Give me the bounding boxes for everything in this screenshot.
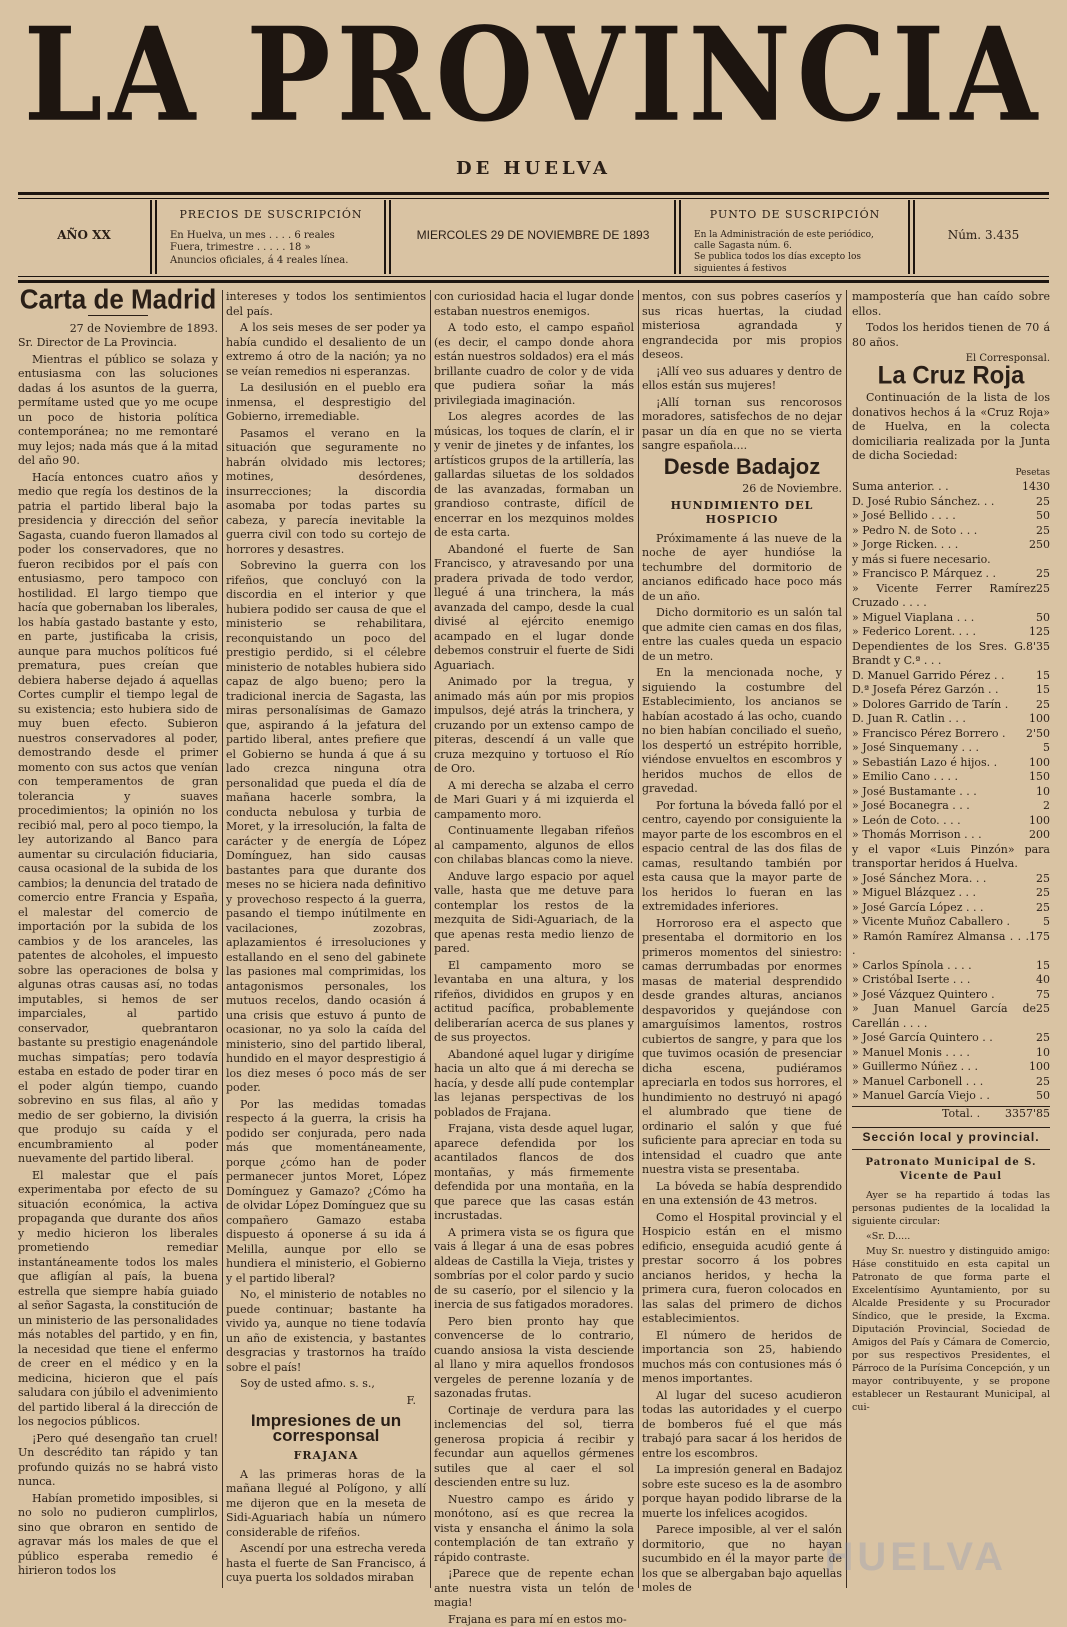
- divider: [679, 200, 681, 274]
- total-value: 3357'85: [1005, 1107, 1050, 1122]
- donor-name: » Guillermo Núñez . . .: [852, 1060, 978, 1075]
- issue-date: MIERCOLES 29 DE NOVIEMBRE DE 1893: [394, 228, 672, 243]
- column-rule: [222, 290, 223, 1588]
- paragraph: La bóveda se había desprendido en una extensión de 43 metros.: [642, 1180, 842, 1209]
- article-date: 26 de Noviembre.: [642, 482, 842, 497]
- paragraph: Pero bien pronto hay que convencerse de lo contrario, cuando ansiosa la vista desciende al llano y mira aquellos frondosos vergeles de perenne lozanía y de sazonadas frutas.: [434, 1315, 634, 1402]
- donation-amount: 175: [1029, 930, 1050, 959]
- point-line: En la Administración de este periódico,: [694, 230, 896, 241]
- point-line: calle Sagasta núm. 6.: [694, 241, 896, 252]
- paragraph: A las primeras horas de la mañana llegué al Polígono, y allí me dijeron que en la meseta de Sidi-Aguariach había un número considerable de rifeños.: [226, 1468, 426, 1541]
- donation-row: [852, 1046, 1050, 1061]
- paragraph: Cortinaje de verdura para las inclemencias del sol, tierra generosa propicia á recibir y fecundar aun aquellos gérmenes sutiles que al caer el sol descienden entre su luz.: [434, 1404, 634, 1491]
- paragraph: La impresión general en Badajoz sobre este suceso es la de asombro porque hayan podido librarse de la muerte los infelices acogidos.: [642, 1463, 842, 1521]
- donation-amount: 200: [1029, 828, 1050, 843]
- column-4: [642, 290, 842, 1588]
- paragraph: Parece imposible, al ver el salón dormitorio, que no hayan sucumbido en él la mayor parte de los que se albergaban bajo aquellas moles de: [642, 1523, 842, 1596]
- paragraph: A los seis meses de ser poder ya había cundido el desaliento de un extremo á otro de la nación; ya no se veían remedios ni esperanzas.: [226, 321, 426, 379]
- paragraph: mentos, con sus pobres caseríos y sus ricas huertas, la ciudad misteriosa agrandada y engrandecida por mis propios deseos.: [642, 290, 842, 363]
- column-5: [852, 290, 1050, 1588]
- donation-row: [852, 683, 1050, 698]
- paragraph: Dicho dormitorio es un salón tal que admite cien camas en dos filas, entre las cuales queda un espacio de un metro.: [642, 606, 842, 664]
- donation-amount: 100: [1029, 1060, 1050, 1075]
- paragraph: Pasamos el verano en la situación que seguramente no habrán olvidado mis lectores; motines, desórdenes, insurrecciones; la discordia asomaba por todas partes su cabeza, y parecía inevitable la guerra civil con todo su cortejo de horrores y desastres.: [226, 427, 426, 558]
- article-title-carta: Carta de Madrid: [18, 292, 218, 307]
- paragraph: A primera vista se os figura que vais á llegar á una de esas pobres aldeas de Castilla la Vieja, tristes y sombrías por el color pardo y sucio de su caserío, por el silencio y la inercia de sus fatigados moradores.: [434, 1226, 634, 1313]
- separator: [852, 1127, 1050, 1128]
- paragraph: «Sr. D.....: [852, 1230, 1050, 1243]
- donation-row: [852, 538, 1050, 553]
- donation-row: [852, 756, 1050, 771]
- donation-amount: 100: [1029, 814, 1050, 829]
- donation-row: [852, 741, 1050, 756]
- point-heading: PUNTO DE SUSCRIPCIÓN: [684, 208, 906, 222]
- paragraph: En la mencionada noche, y siguiendo la costumbre del Establecimiento, los ancianos se habían acostado á las ocho, cuando no bien habían conciliado el sueño, los despertó un estrépito horrible, viéndose envueltos en escombros y heridos muchos de ellos de gravedad.: [642, 666, 842, 797]
- donor-name: » José García Quintero . .: [852, 1031, 993, 1046]
- donation-row: [852, 872, 1050, 887]
- donation-row: [852, 712, 1050, 727]
- divider: [389, 200, 391, 274]
- paragraph: A todo esto, el campo español (es decir, el campo donde ahora están nuestros soldados) era el más brillante cuadro de color y de vida que pudiera soñar la más privilegiada imaginación.: [434, 321, 634, 408]
- donor-name: y más si fuere necesario.: [852, 553, 991, 568]
- donor-name: » Manuel García Viejo . .: [852, 1089, 990, 1104]
- donation-amount: 2'50: [1026, 727, 1050, 742]
- donation-row: [852, 1002, 1050, 1031]
- signature: F.: [226, 1394, 426, 1409]
- donor-name: » Manuel Carbonell . . .: [852, 1075, 983, 1090]
- donation-row: [852, 567, 1050, 582]
- donation-amount: 15: [1036, 669, 1050, 684]
- column-3: [434, 290, 634, 1588]
- donor-name: » Thomás Morrison . . .: [852, 828, 982, 843]
- point-lines: [684, 230, 906, 275]
- section-heading: Sección local y provincial.: [852, 1130, 1050, 1145]
- donation-amount: 25: [1036, 495, 1050, 510]
- prices-heading: PRECIOS DE SUSCRIPCIÓN: [160, 208, 382, 222]
- paragraph: Todos los heridos tienen de 70 á 80 años.: [852, 321, 1050, 350]
- donation-row: [852, 1089, 1050, 1104]
- donor-name: y el vapor «Luis Pinzón» para transportar heridos á Huelva.: [852, 843, 1050, 872]
- donation-amount: 100: [1029, 712, 1050, 727]
- donation-amount: 50: [1036, 509, 1050, 524]
- donor-name: D.ª Josefa Pérez Garzón . .: [852, 683, 999, 698]
- prices-line: Anuncios oficiales, á 4 reales línea.: [170, 255, 372, 268]
- donation-row: [852, 799, 1050, 814]
- donation-row: [852, 973, 1050, 988]
- donor-name: D. Juan R. Catlin . . .: [852, 712, 966, 727]
- masthead-subtitle: DE HUELVA: [0, 158, 1067, 179]
- donor-name: Dependientes de los Sres. G. Brandt y C.ª . . .: [852, 640, 1026, 669]
- donation-amount: 5: [1043, 741, 1050, 756]
- donor-name: » José Bocanegra . . .: [852, 799, 970, 814]
- article-title-badajoz: Desde Badajoz: [642, 460, 842, 475]
- donation-row: [852, 640, 1050, 669]
- donation-row: [852, 1075, 1050, 1090]
- donation-amount: 25: [1036, 886, 1050, 901]
- donation-amount: 250: [1029, 538, 1050, 553]
- paragraph: ¡Allí veo sus aduares y dentro de ellos están sus mujeres!: [642, 365, 842, 394]
- donation-row: [852, 828, 1050, 843]
- paragraph: mampostería que han caído sobre ellos.: [852, 290, 1050, 319]
- paragraph: ¡Pero qué desengaño tan cruel! Un descrédito tan rápido y tan profundo quizás no se habrá visto nunca.: [18, 1432, 218, 1490]
- article-date: 27 de Noviembre de 1893.: [18, 322, 218, 337]
- donation-amount: 25: [1036, 524, 1050, 539]
- donation-amount: 50: [1036, 1089, 1050, 1104]
- donation-row: [852, 553, 1050, 568]
- donor-name: » Juan Manuel García de Carellán . . . .: [852, 1002, 1036, 1031]
- top-rule: [18, 192, 1049, 195]
- donor-name: » Carlos Spínola . . . .: [852, 959, 972, 974]
- paragraph: ¡Allí tornan sus rencorosos moradores, satisfechos de no dejar pasar un día en que no se vierta sangre española....: [642, 396, 842, 454]
- donor-name: » Vicente Ferrer Ramírez Cruzado . . . .: [852, 582, 1036, 611]
- donation-row: [852, 727, 1050, 742]
- signature: El Corresponsal.: [852, 352, 1050, 367]
- donor-name: » José Sinquemany . . .: [852, 741, 979, 756]
- donation-row: [852, 509, 1050, 524]
- separator: [852, 1149, 1050, 1150]
- divider: [384, 200, 386, 274]
- total-label: Total. .: [852, 1107, 980, 1122]
- paragraph: con curiosidad hacia el lugar donde estaban nuestros enemigos.: [434, 290, 634, 319]
- donor-name: » Pedro N. de Soto . . .: [852, 524, 977, 539]
- paragraph: No, el ministerio de notables no puede continuar; bastante ha vivido ya, aunque no tiene todavía un año de existencia, y bastantes desgracias y trastornos ha traído sobre el país!: [226, 1288, 426, 1375]
- prices-cell: [160, 200, 382, 280]
- donation-amount: 50: [1036, 611, 1050, 626]
- donation-amount: 25: [1036, 1031, 1050, 1046]
- donation-total: [852, 1106, 1050, 1122]
- donor-name: » Francisco P. Márquez . .: [852, 567, 996, 582]
- paragraph: Animado por la tregua, y animado más aún por mis propios impulsos, dejé atrás la trinchera, y cruzando por un extenso campo de piteras, descendí á un valle que cruza mezquino y tortuoso el Río de Oro.: [434, 675, 634, 777]
- donation-row: [852, 959, 1050, 974]
- info-bar: [18, 200, 1049, 280]
- paragraph: Próximamente á las nueve de la noche de ayer hundióse la techumbre del dormitorio de ancianos edificado hace poco más de un año.: [642, 532, 842, 605]
- paragraph: Muy Sr. nuestro y distinguido amigo: Háse constituido en esta capital un Patronato de que forma parte el Excelentísimo Ayuntamiento, por su Alcalde Presidente y su Procurador Síndico, que le preside, la Excma. Diputación Provincial, Sociedad de Amigos del País y Cámara de Comercio, por sus respectivos Presidentes, el Párroco de la Purísima Concepción, y un mayor contribuyente, y se propone establecer un Restaurant Municipal, al cui-: [852, 1245, 1050, 1414]
- donation-row: [852, 901, 1050, 916]
- divider: [908, 200, 910, 274]
- paragraph: El malestar que el país experimentaba por efecto de su situación económica, la activa propaganda que durante dos años y medio hicieron los liberales prometiendo remediar instantáneamente todos los males que afligían al país, la buena estrella que siempre había guiado al señor Sagasta, la constitución de un ministerio de las personalidades más notables del partido, y en fin, la necesidad que tiene el enfermo de creer en el médico y en la medicina, hicieron que el país saludara con júbilo el advenimiento del partido liberal á la dirección de los negocios públicos.: [18, 1169, 218, 1430]
- issue-number: Núm. 3.435: [918, 228, 1049, 243]
- donation-row: [852, 582, 1050, 611]
- top-rule-thin: [18, 198, 1049, 199]
- article-subtitle: FRAJANA: [226, 1449, 426, 1464]
- column-rule: [430, 290, 431, 1588]
- article-title-impresiones: Impresiones de un corresponsal: [226, 1414, 426, 1443]
- donor-name: » Vicente Muñoz Caballero .: [852, 915, 1010, 930]
- paragraph: Horroroso era el aspecto que presentaba el dormitorio en los primeros momentos del siniestro: camas derrumbadas por enormes masas de material desprendido desde grandes alturas, ancianos despavoridos y quejándose con amarguísimos lamentos, rostros cubiertos de sangre, y para que los que tuvimos ocasión de presenciar dicha escena, pudiéramos apreciarla en todos sus horrores, el hundimiento no destruyó ni apagó el alumbrado que tiene de ordinario el salón y que fué suficiente para apreciar en toda su intensidad el cuadro que ante nuestra vista se presentaba.: [642, 917, 842, 1178]
- paragraph: Nuestro campo es árido y monótono, así es que recrea la vista y ensancha el ánimo la sola contemplación de tan extraño y rápido contraste.: [434, 1493, 634, 1566]
- donor-name: D. José Rubio Sánchez. . .: [852, 495, 994, 510]
- donation-row: [852, 524, 1050, 539]
- currency-label: Pesetas: [852, 466, 1050, 481]
- donation-amount: 25: [1036, 567, 1050, 582]
- donation-row: [852, 930, 1050, 959]
- article-subtitle: HUNDIMIENTO DEL HOSPICIO: [642, 499, 842, 528]
- donation-amount: 125: [1029, 625, 1050, 640]
- paragraph: Frajana, vista desde aquel lugar, aparece defendida por los acantilados flancos de dos montañas, y más firmemente defendida por una montaña, en la que parece que las casas están incrustadas.: [434, 1122, 634, 1224]
- paragraph: Ayer se ha repartido á todas las personas pudientes de la localidad la siguiente circular:: [852, 1189, 1050, 1228]
- article-subtitle: Patronato Municipal de S. Vicente de Paul: [852, 1156, 1050, 1185]
- donation-amount: 25: [1036, 872, 1050, 887]
- watermark-text: HUELVA: [824, 1535, 1007, 1580]
- year-cell: [18, 200, 150, 280]
- donor-name: » Cristóbal Iserte . . .: [852, 973, 970, 988]
- donation-row: [852, 698, 1050, 713]
- donation-row: [852, 1031, 1050, 1046]
- donation-amount: 75: [1036, 988, 1050, 1003]
- donation-row: [852, 988, 1050, 1003]
- donation-amount: 150: [1029, 770, 1050, 785]
- donor-name: » José Vázquez Quintero .: [852, 988, 995, 1003]
- donation-row: [852, 770, 1050, 785]
- donation-amount: 15: [1036, 959, 1050, 974]
- paragraph: Frajana es para mí en estos mo-: [434, 1613, 634, 1627]
- donation-row: [852, 669, 1050, 684]
- divider: [150, 200, 152, 274]
- donor-name: » Miguel Blázquez . . .: [852, 886, 976, 901]
- donor-name: Suma anterior. . .: [852, 480, 949, 495]
- column-rule: [638, 290, 639, 1588]
- paragraph: Los alegres acordes de las músicas, los toques de clarín, el ir y venir de jinetes y de infantes, los artísticos grupos de la artillería, las gallardas siluetas de los soldados de las avanzadas, formaban un grandioso contraste, difícil de encerrar en los mezquinos moldes de esta carta.: [434, 410, 634, 541]
- donor-name: » Sebastián Lazo é hijos. .: [852, 756, 997, 771]
- donation-amount: 5: [1043, 915, 1050, 930]
- paragraph: ¡Parece que de repente echan ante nuestra vista un telón de magia!: [434, 1567, 634, 1611]
- donation-row: [852, 611, 1050, 626]
- number-cell: [918, 200, 1049, 280]
- column-1: [18, 290, 218, 1588]
- year-label: AÑO XX: [18, 228, 150, 243]
- donor-name: » Francisco Pérez Borrero .: [852, 727, 1005, 742]
- donor-name: » José García López . . .: [852, 901, 984, 916]
- paragraph: El número de heridos de importancia son 25, habiendo muchos más con contusiones más ó menos importantes.: [642, 1329, 842, 1387]
- paragraph: Al lugar del suceso acudieron todas las autoridades y el cuerpo de bomberos fué el que más trabajó para sacar á los heridos de entre los escombros.: [642, 1389, 842, 1462]
- donation-list: [852, 480, 1050, 1104]
- donation-amount: 25: [1036, 582, 1050, 611]
- date-cell: [394, 200, 672, 280]
- donor-name: » Dolores Garrido de Tarín .: [852, 698, 1008, 713]
- donation-row: [852, 1060, 1050, 1075]
- donation-amount: 25: [1036, 1075, 1050, 1090]
- article-title-cruz-roja: La Cruz Roja: [852, 368, 1050, 383]
- donor-name: » Federico Lorent. . . .: [852, 625, 976, 640]
- donation-row: [852, 886, 1050, 901]
- divider: [913, 200, 915, 274]
- donation-amount: 25: [1036, 1002, 1050, 1031]
- paragraph: Por las medidas tomadas respecto á la guerra, la crisis ha podido ser conjurada, pero nada más que momentáneamente, porque ¿cómo han de poder permanecer juntos Moret, López Domínguez y Gamazo? ¿Cómo ha de olvidar López Domínguez que su compañero Gamazo estaba dispuesto á oponerse á su ida á Melilla, aunque por ello se hundiera el ministerio, el Gobierno y el partido liberal?: [226, 1098, 426, 1287]
- donation-amount: 25: [1036, 901, 1050, 916]
- donation-row: [852, 480, 1050, 495]
- donation-row: [852, 814, 1050, 829]
- paragraph: Por fortuna la bóveda falló por el centro, cayendo por consiguiente la mayor parte de los escombros en el espacio central de las dos filas de camas, resultando también por esta causa que la mayor parte de los heridos lo fueran en las extremidades inferiores.: [642, 799, 842, 915]
- donation-amount: 25: [1036, 698, 1050, 713]
- donor-name: » Manuel Monis . . . .: [852, 1046, 970, 1061]
- paragraph: A mi derecha se alzaba el cerro de Mari Guari y á mi izquierda el campamento moro.: [434, 779, 634, 823]
- paragraph: Soy de usted afmo. s. s.,: [226, 1377, 426, 1392]
- paragraph: Ascendí por una estrecha vereda hasta el fuerte de San Francisco, á cuya puerta los soldados miraban: [226, 1542, 426, 1586]
- donor-name: » Miguel Viaplana . . .: [852, 611, 974, 626]
- paragraph: El campamento moro se levantaba en una altura, y los rifeños, divididos en grupos y en actitud pacífica, probablemente deliberarían acerca de sus planes y de sus proyectos.: [434, 959, 634, 1046]
- donation-row: [852, 785, 1050, 800]
- donation-amount: 40: [1036, 973, 1050, 988]
- donation-row: [852, 915, 1050, 930]
- divider: [155, 200, 157, 274]
- prices-line: En Huelva, un mes . . . . 6 reales: [170, 230, 372, 243]
- paragraph: Sobrevino la guerra con los rifeños, que concluyó con la discordia en el interior y que hubiera podido ser causa de que el ministerio se rehabilitara, reconquistando un poco del prestigio perdido, si el célebre ministerio de notables hubiera sido capaz de algo bueno; pero la tradicional inercia de Sagasta, las miras personalísimas de Gamazo que, aspirando á la jefatura del partido liberal, antes prefiere que el Gobierno se hunda á que á su lado crezca ninguna otra personalidad que pueda el día de mañana hacerle sombra, la conducta nebulosa y turbia de Moret, y la irresolución, la falta de carácter y de energía de López Domínguez, han sido causas bastantes para que durante dos meses no se hiciera nada definitivo y provechoso respecto á la guerra, pasando el tiempo inútilmente en vacilaciones, zozobras, aplazamientos é irresoluciones y estallando en el seno del gabinete las pasiones mal comprimidas, los antagonismos personales, los mutuos recelos, dando ocasión á una crisis que estuvo á punto de ocasionar, no ya solo la caída del ministerio, sino del partido liberal, hundido en el mayor desprestigio á los diez meses ó poco más de ser poder.: [226, 559, 426, 1096]
- subscription-point-cell: [684, 200, 906, 280]
- donation-row: [852, 625, 1050, 640]
- paragraph: Abandoné aquel lugar y dirigíme hacia un alto que á mi derecha se hacía, y desde allí pude contemplar las lejanas perspectivas de los poblados de Frajana.: [434, 1048, 634, 1121]
- donation-amount: 15: [1036, 683, 1050, 698]
- donation-amount: 10: [1036, 785, 1050, 800]
- point-line: Se publica todos los días excepto los siguientes á festivos: [694, 252, 896, 275]
- bottom-rule-thin: [18, 276, 1049, 277]
- donor-name: » Emilio Cano . . . .: [852, 770, 958, 785]
- donation-row: [852, 495, 1050, 510]
- paragraph: Habían prometido imposibles, si no solo no pudieron cumplirlos, sino que obraron en sentido de agravar más los males de que el público esperaba remedio é hirieron todos los: [18, 1492, 218, 1579]
- column-2: [226, 290, 426, 1588]
- donor-name: » José Bellido . . . .: [852, 509, 956, 524]
- donation-row: [852, 843, 1050, 872]
- paragraph: intereses y todos los sentimientos del país.: [226, 290, 426, 319]
- donor-name: » Ramón Ramírez Almansa . . . .: [852, 930, 1029, 959]
- masthead-title: LA PROVINCIA: [0, 12, 1067, 141]
- donation-amount: 100: [1029, 756, 1050, 771]
- donor-name: » Jorge Ricken. . . .: [852, 538, 958, 553]
- paragraph: La desilusión en el pueblo era inmensa, el desprestigio del Gobierno, irremediable.: [226, 381, 426, 425]
- paragraph: Como el Hospital provincial y el Hospicio están en el mismo edificio, enseguida acudió gente á prestar socorro á los pobres ancianos heridos, y hecha la primera cura, fueron colocados en las salas del primero de dichos establecimientos.: [642, 1211, 842, 1327]
- paragraph: Continuamente llegaban rifeños al campamento, algunos de ellos con chilabas blancas como la nieve.: [434, 824, 634, 868]
- paragraph: Hacía entonces cuatro años y medio que regía los destinos de la patria el partido liberal bajo la presidencia y dirección del señor Sagasta, cuando fueron llamados al poder los conservadores, que no fueron recibidos por el país con entusiasmo, pero tampoco con hostilidad. El largo tiempo que hacía que gobernaban los liberales, los había gastado bastante y esto, en parte, justificaba la crisis, aunque para muchos políticos fué prematura, pues creían que debiera haberse dejado á aquellas Cortes cumplir el tiempo legal de su existencia; esto hubiera sido de muy buen efecto. Subieron nuestros conservadores al poder, demostrando desde el primer momento con sus actos que venían con temperamentos de gran tolerancia y suaves procedimientos; la opinión no los recibió mal, pero al poco tiempo, la ley autorizando al Banco para aumentar su circulación fiduciaria, causa ocasional de la subida de los cambios; la denuncia del tratado de comercio entre Francia y España, el malestar del comercio de importación por la subida de los cambios y de los aranceles, las patentes de alcoholes, el impuesto sobre las operaciones de bolsa y algunas otras causas así, no todas imputables, si hemos de ser imparciales, al partido conservador, quebrantaron bastante su prestigio enagenándole muchas simpatías; pero todavía estaba en estado de poder tirar en el poder algún tiempo, cuando sobrevino en sus filas, al año y medio de ser gobierno, la división que produjo su caída y el encumbramiento al poder nuevamente del partido liberal.: [18, 471, 218, 1167]
- divider: [674, 200, 676, 274]
- donation-amount: 10: [1036, 1046, 1050, 1061]
- paragraph: Anduve largo espacio por aquel valle, hasta que me detuve para contemplar los restos de la mezquita de Sidi-Aguariach, de la que apenas resta medio lienzo de pared.: [434, 870, 634, 957]
- donor-name: » León de Coto. . . .: [852, 814, 961, 829]
- donation-amount: 1430: [1022, 480, 1050, 495]
- prices-lines: [160, 230, 382, 268]
- donor-name: » José Sánchez Mora. . .: [852, 872, 986, 887]
- column-rule: [846, 290, 847, 1588]
- paragraph: Continuación de la lista de los donativos hechos á la «Cruz Roja» de Huelva, en la colecta domiciliaria realizada por la Junta de dicha Sociedad:: [852, 391, 1050, 464]
- salutation: Sr. Director de La Provincia.: [18, 336, 218, 351]
- paragraph: Mientras el público se solaza y entusiasma con las soluciones dadas á los asuntos de la guerra, permítame usted que yo me ocupe un poco de historia política contemporánea; no me remontaré muy lejos; nada más que á la mitad del año 90.: [18, 353, 218, 469]
- donor-name: » José Bustamante . . .: [852, 785, 977, 800]
- paragraph: Abandoné el fuerte de San Francisco, y atravesando por una pradera privada de todo verdor, llegué á una trinchera, la más avanzada del campo, desde la cual divisé al ejército enemigo acampado en el lugar donde debemos construir el fuerte de Sidi Aguariach.: [434, 543, 634, 674]
- prices-line: Fuera, trimestre . . . . . 18 »: [170, 242, 372, 255]
- donation-amount: 8'35: [1026, 640, 1050, 669]
- donor-name: D. Manuel Garrido Pérez . .: [852, 669, 1004, 684]
- donation-amount: 2: [1043, 799, 1050, 814]
